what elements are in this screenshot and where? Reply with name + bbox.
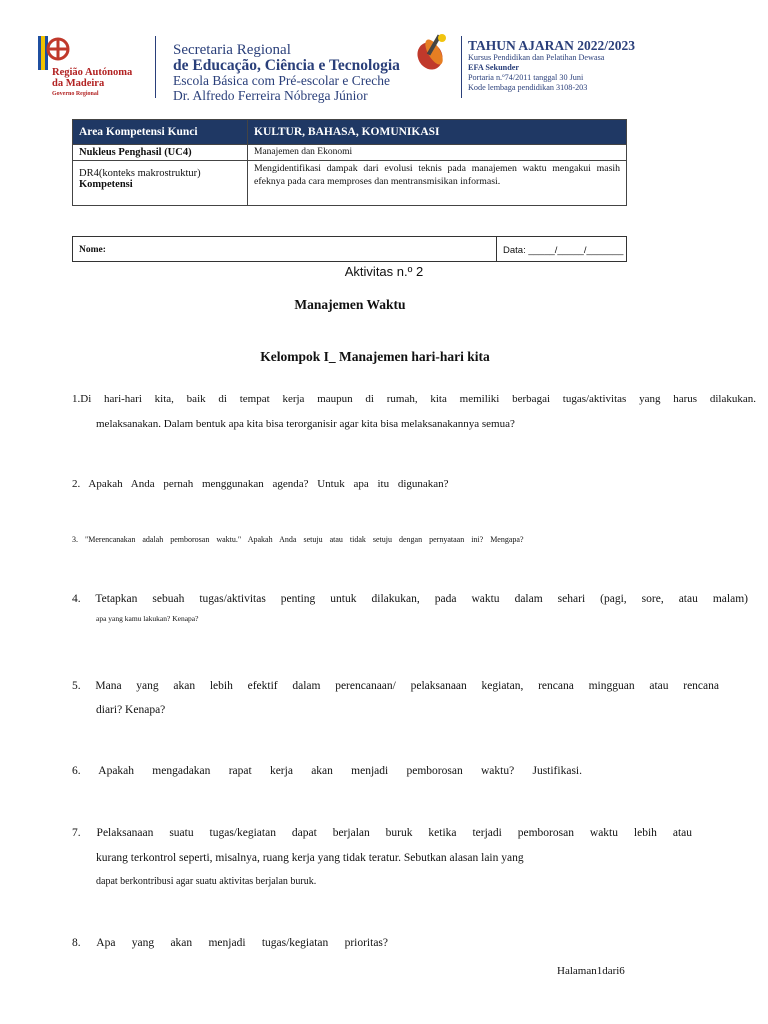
region-name: Região Autónoma da Madeira Governo Regional [52, 67, 133, 97]
academic-year-block: TAHUN AJARAN 2022/2023 Kursus Pendidikan dan Pelatihan Dewasa EFA Sekunder Portaria n.º74/2011 tanggal 30 Juni Kode lembaga pendidikan 3108-203 [468, 38, 636, 92]
nukleus-label: Nukleus Penghasil (UC4) [73, 145, 248, 161]
question-2: 2. Apakah Anda pernah menggunakan agenda? Untuk apa itu digunakan? [72, 478, 449, 490]
question-6: 6. Apakah mengadakan rapat kerja akan menjadi pemborosan waktu? Justifikasi. [72, 765, 582, 777]
area-value: KULTUR, BAHASA, KOMUNIKASI [248, 120, 627, 145]
activity-number: Aktivitas n.º 2 [344, 264, 424, 279]
kompetensi-value: Mengidentifikasi dampak dari evolusi teknis pada manajemen waktu mengakui masih efeknya pada cara memproses dan mentransmisikan informasi. [248, 161, 627, 206]
question-5-line1: 5. Mana yang akan lebih efektif dalam perencanaan/ pelaksanaan kegiatan, rencana mingguan atau rencana [72, 680, 719, 692]
group-title: Kelompok I_ Manajemen hari-hari kita [260, 349, 490, 364]
question-4-line2: apa yang kamu lakukan? Kenapa? [96, 614, 199, 623]
competence-table [72, 119, 627, 206]
nukleus-value: Manajemen dan Ekonomi [248, 145, 627, 161]
page-title: Manajemen Waktu [294, 297, 406, 312]
kompetensi-label: Kompetensi [79, 179, 133, 190]
header-divider-right [461, 36, 462, 98]
dr4-cell [73, 161, 248, 206]
secretaria-block: Secretaria Regional de Educação, Ciência e Tecnologia Escola Básica com Pré-escolar e Creche Dr. Alfredo Ferreira Nóbrega Júnior [173, 42, 400, 103]
page-number: Halaman1dari6 [557, 965, 625, 977]
name-date-divider [496, 237, 497, 261]
question-7-line3: dapat berkontribusi agar suatu aktivitas berjalan buruk. [96, 876, 317, 887]
header-divider [155, 36, 156, 98]
school-logo-icon [412, 30, 452, 74]
name-date-box [72, 236, 627, 262]
question-7-line1: 7. Pelaksanaan suatu tugas/kegiatan dapat berjalan buruk ketika terjadi pemborosan waktu lebih atau [72, 827, 692, 839]
question-1-line2: melaksanakan. Dalam bentuk apa kita bisa terorganisir agar kita bisa melaksanakannya semua? [96, 418, 515, 430]
question-3: 3. "Merencanakan adalah pemborosan waktu." Apakah Anda setuju atau tidak setuju dengan pernyataan ini? Mengapa? [72, 535, 524, 544]
question-1-line1: 1.Di hari-hari kita, baik di tempat kerja maupun di rumah, kita memiliki berbagai tugas/aktivitas yang harus dilakukan. [72, 393, 756, 405]
data-label: Data: _____/_____/_______ [503, 245, 624, 256]
question-4-line1: 4. Tetapkan sebuah tugas/aktivitas penting untuk dilakukan, pada waktu dalam sehari (pagi, sore, atau malam) [72, 593, 748, 605]
nome-label: Nome: [79, 245, 106, 255]
question-5-line2: diari? Kenapa? [96, 704, 166, 716]
dr4-label: DR4(konteks makrostruktur) [79, 168, 201, 179]
question-7-line2: kurang terkontrol seperti, misalnya, ruang kerja yang tidak teratur. Sebutkan alasan lain yang [96, 852, 524, 864]
area-label: Area Kompetensi Kunci [73, 120, 248, 145]
question-8: 8. Apa yang akan menjadi tugas/kegiatan prioritas? [72, 937, 388, 949]
